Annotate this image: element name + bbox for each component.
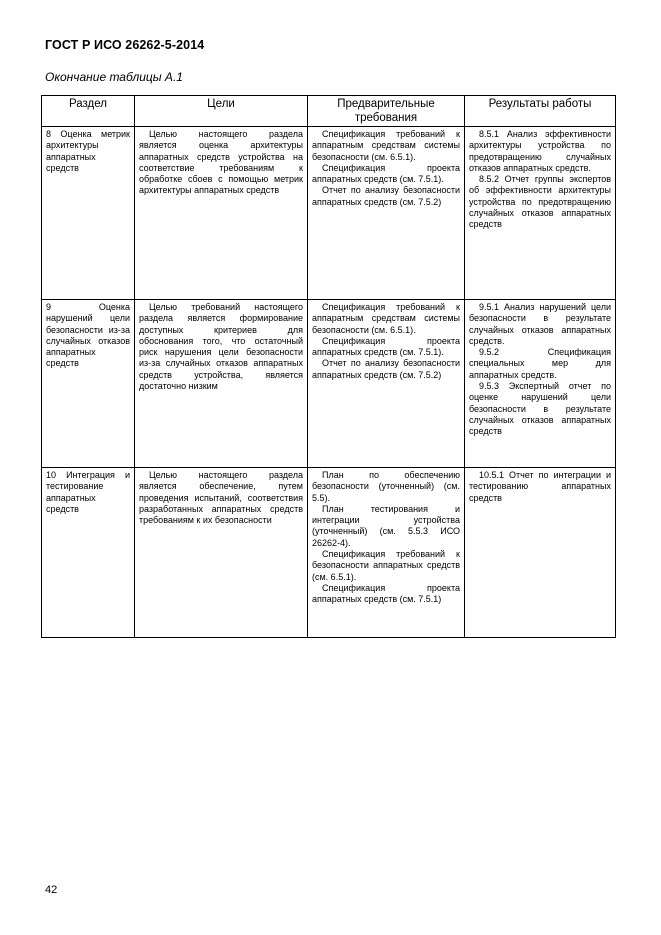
result-item: 9.5.2 Спецификация специальных мер для аппаратных средств. [469,347,611,380]
prerequisites-cell [308,468,465,638]
prerequisite-item: План тестирования и интеграции устройства (уточненный) (см. 5.5.3 ИСО 26262-4). [312,503,460,548]
result-item: 10.5.1 Отчет по интеграции и тестированию аппаратных средств [469,470,611,503]
results-cell [465,468,616,638]
prerequisite-item: План по обеспечению безопасности (уточненный) (см. 5.5). [312,470,460,503]
result-item: 8.5.1 Анализ эффективности архитектуры устройства по предотвращению случайных отказов аппаратных средств. [469,129,611,173]
section-cell: 10 Интеграция и тестирование аппаратных средств [42,468,135,638]
column-header-results: Результаты работы [465,96,616,127]
page-number: 42 [45,884,58,896]
prerequisite-item: Спецификация требований к аппаратным средствам системы безопасности (см. 6.5.1). [312,129,460,162]
table-row [42,468,616,638]
column-header-goals: Цели [135,96,308,127]
prerequisite-item: Отчет по анализу безопасности аппаратных средств (см. 7.5.2) [312,185,460,207]
table-header-row [42,96,616,127]
prerequisites-cell [308,300,465,468]
prerequisite-item: Спецификация проекта аппаратных средств (см. 7.5.1). [312,162,460,185]
prerequisite-item: Спецификация проекта аппаратных средств (см. 7.5.1). [312,335,460,358]
requirements-table [41,95,616,638]
results-cell [465,127,616,300]
result-item: 8.5.2 Отчет группы экспертов об эффективности архитектуры устройства по предотвращению случайных отказов аппаратных средств [469,174,611,230]
goal-cell: Целью настоящего раздела является оценка архитектуры аппаратных средств устройства на соответствие требованиям к обработке сбоев с помощью метрик архитектуры аппаратных средств [135,127,308,300]
goal-cell: Целью настоящего раздела является обеспечение, путем проведения испытаний, соответствия разработанных аппаратных средств требованиям к их безопасности [135,468,308,638]
column-header-section: Раздел [42,96,135,127]
prerequisite-item: Спецификация проекта аппаратных средств (см. 7.5.1) [312,582,460,605]
standard-title: ГОСТ Р ИСО 26262-5-2014 [45,38,205,52]
result-item: 9.5.1 Анализ нарушений цели безопасности в результате случайных отказов аппаратных средств. [469,302,611,346]
prerequisite-item: Отчет по анализу безопасности аппаратных средств (см. 7.5.2) [312,358,460,380]
goal-cell: Целью требований настоящего раздела является формирование доступных критериев для обоснования того, что остаточный риск нарушения цели безопасности из-за случайных отказов аппаратных средств устройства, является достаточно низким [135,300,308,468]
table-row [42,300,616,468]
section-cell: 8 Оценка метрик архитектуры аппаратных средств [42,127,135,300]
prerequisite-item: Спецификация требований к безопасности аппаратных средств (см. 6.5.1). [312,549,460,582]
table-caption: Окончание таблицы А.1 [45,70,183,84]
table-row [42,127,616,300]
column-header-prerequisites: Предварительные требования [308,96,465,127]
prerequisite-item: Спецификация требований к аппаратным средствам системы безопасности (см. 6.5.1). [312,302,460,335]
results-cell [465,300,616,468]
section-cell: 9 Оценка нарушений цели безопасности из-за случайных отказов аппаратных средств [42,300,135,468]
prerequisites-cell [308,127,465,300]
result-item: 9.5.3 Экспертный отчет по оценке нарушений цели безопасности в результате случайных отказов аппаратных средств [469,381,611,437]
